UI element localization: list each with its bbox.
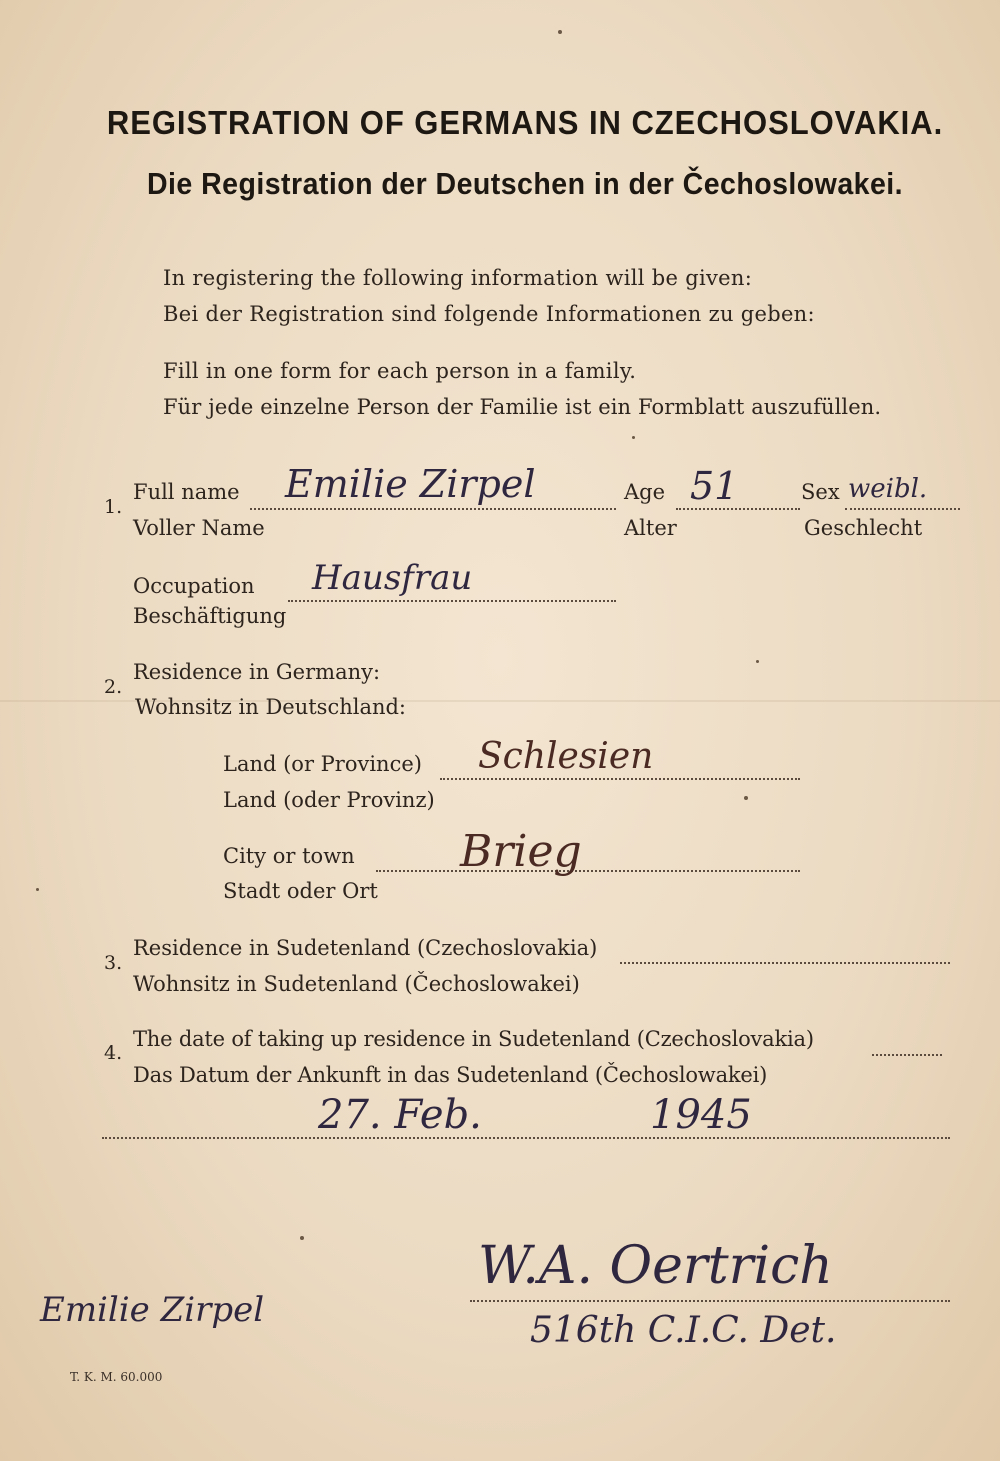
arrival-date-year: 1945 <box>650 1092 752 1138</box>
arrival-date-label-de: Das Datum der Ankunft in das Sudetenland (Čechoslowakei) <box>133 1063 768 1087</box>
land-value: Schlesien <box>478 736 654 777</box>
residence-germany-de: Wohnsitz in Deutschland: <box>135 695 407 719</box>
officer-signature: W.A. Oertrich <box>478 1236 833 1296</box>
city-label-en: City or town <box>223 844 355 868</box>
residence-germany-en: Residence in Germany: <box>133 660 381 684</box>
paper-speck <box>36 888 39 891</box>
officer-signature-line <box>470 1300 950 1302</box>
section3-number: 3. <box>104 952 123 974</box>
section4-number: 4. <box>104 1042 123 1064</box>
city-line <box>376 870 800 872</box>
paper-speck <box>632 436 635 439</box>
full-name-value: Emilie Zirpel <box>285 462 536 506</box>
occupation-label-en: Occupation <box>133 574 255 598</box>
sex-line <box>845 508 960 510</box>
title-english: REGISTRATION OF GERMANS IN CZECHOSLOVAKIA. <box>106 104 944 141</box>
intro-line1-en: In registering the following information will be given: <box>163 266 753 290</box>
registrant-signature: Emilie Zirpel <box>40 1290 265 1330</box>
paper-speck <box>756 660 759 663</box>
land-label-en: Land (or Province) <box>223 752 422 776</box>
full-name-label-de: Voller Name <box>133 516 265 540</box>
title-german: Die Registration der Deutschen in der Čechoslowakei. <box>146 166 904 201</box>
intro-line2-de: Für jede einzelne Person der Familie ist ein Formblatt auszufüllen. <box>163 395 882 419</box>
full-name-label-en: Full name <box>133 480 240 504</box>
age-value: 51 <box>690 464 739 508</box>
arrival-date-line <box>102 1137 950 1139</box>
arrival-date-line-end <box>872 1054 942 1056</box>
full-name-line <box>250 508 616 510</box>
section1-number: 1. <box>104 496 123 518</box>
officer-unit: 516th C.I.C. Det. <box>530 1310 837 1351</box>
sex-label-en: Sex <box>801 480 840 504</box>
paper-speck <box>558 30 562 34</box>
age-label-en: Age <box>624 480 666 504</box>
occupation-value: Hausfrau <box>312 558 473 598</box>
city-value: Brieg <box>460 826 582 877</box>
sex-label-de: Geschlecht <box>804 516 923 540</box>
age-label-de: Alter <box>624 516 677 540</box>
paper-speck <box>744 796 748 800</box>
section2-number: 2. <box>104 676 123 698</box>
land-line <box>440 778 800 780</box>
arrival-date-label-en: The date of taking up residence in Sudetenland (Czechoslovakia) <box>133 1027 814 1051</box>
occupation-label-de: Beschäftigung <box>133 604 287 628</box>
intro-line2-en: Fill in one form for each person in a family. <box>163 359 637 383</box>
occupation-line <box>288 600 616 602</box>
residence-sudetenland-de: Wohnsitz in Sudetenland (Čechoslowakei) <box>133 972 580 996</box>
residence-sudetenland-en: Residence in Sudetenland (Czechoslovakia) <box>133 936 598 960</box>
city-label-de: Stadt oder Ort <box>223 879 378 903</box>
sex-value: weibl. <box>848 474 928 504</box>
paper-speck <box>300 1236 304 1240</box>
land-label-de: Land (oder Provinz) <box>223 788 435 812</box>
residence-sudetenland-line <box>620 962 950 964</box>
age-line <box>676 508 800 510</box>
print-code: T. K. M. 60.000 <box>70 1370 163 1384</box>
intro-line1-de: Bei der Registration sind folgende Informationen zu geben: <box>163 302 815 326</box>
arrival-date-day: 27. Feb. <box>318 1092 482 1138</box>
